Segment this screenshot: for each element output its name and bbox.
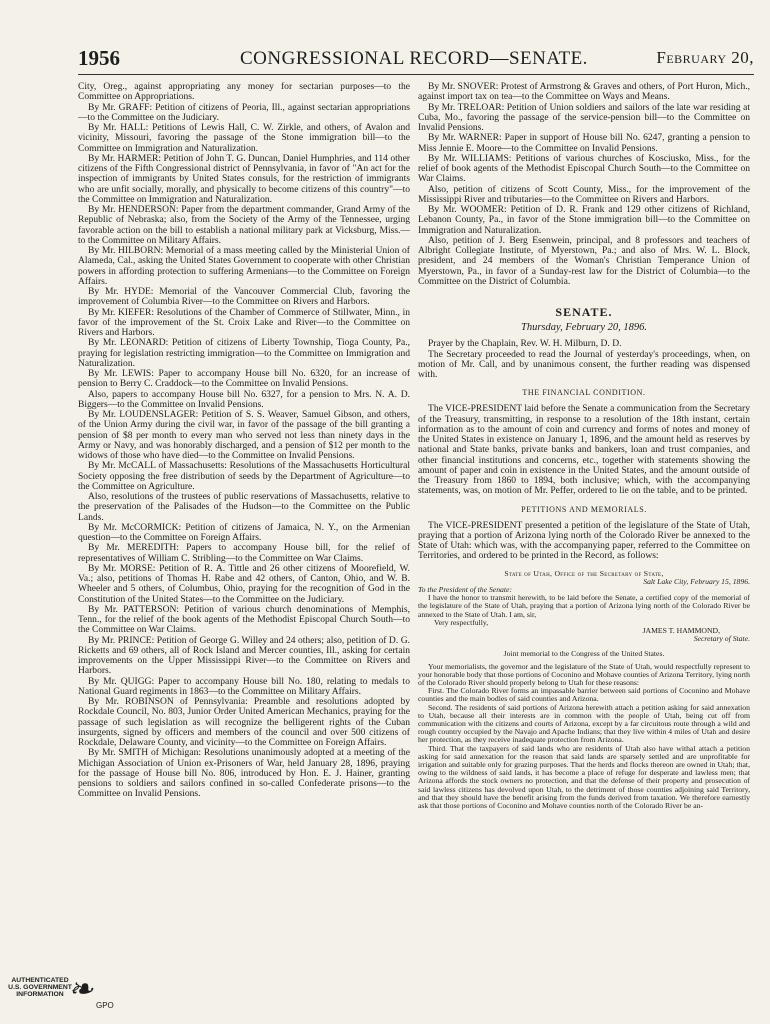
senate-date: Thursday, February 20, 1896.: [521, 322, 647, 333]
page-number: 1956: [78, 46, 120, 70]
gpo-authentication-logo: [8, 975, 118, 1020]
paragraph: City, Oreg., against appropriating any money for sectarian purposes—to the Committee on Appropriations.: [78, 82, 410, 103]
paragraph: By Mr. MEREDITH: Papers to accompany House bill, for the relief of representatives of William C. Stribling—to the Committee on War Claims.: [78, 542, 410, 564]
paragraph: Also, petition of J. Berg Esenwein, principal, and 8 professors and teachers of Albright Collegiate Institute, of Myerstown, Pa.; and also of Mrs. W. L. Block, president, and 24 members of the Woman's Christian Temperance Union of Myerstown, Pa., in favor of a Sunday-rest law for the District of Columbia—to the Committee on the District of Columbia.: [418, 234, 750, 287]
paragraph: By Mr. QUIGG: Paper to accompany House bill No. 180, relating to medals to National Guard regiments in 1863—to the Committee on Military Affairs.: [78, 675, 410, 697]
paragraph: By Mr. PATTERSON: Petition of various church denominations of Memphis, Tenn., for the relief of the book agents of the Methodist Episcopal Church South—to the Committee on War Claims.: [78, 603, 410, 636]
senate-heading: SENATE.: [555, 305, 613, 319]
paragraph: By Mr. WILLIAMS: Petitions of various churches of Kosciusko, Miss., for the relief of book agents of the Methodist Episcopal Church South—to the Committee on War Claims.: [418, 152, 750, 185]
paragraph: The VICE-PRESIDENT laid before the Senate a communication from the Secretary of the Treasury, transmitting, in response to a resolution of the 18th instant, certain information as to the amount of coin and currency and forms of notes and money of the United States in existence on January 1, 1896, and the amount held as reserves by national and State banks, private banks and bankers, loan and trust companies, and other financial institutions and concerns, etc., together with statements showing the amount of paper and coin in existence in the United States, and the amount outside of the Treasury from 1860 to 1894, both inclusive; which, with the accompanying statements, was, on motion of Mr. Peffer, ordered to lie on the table, and to be printed.: [418, 403, 750, 497]
paragraph: By Mr. WARNER: Paper in support of House bill No. 6247, granting a pension to Miss Jennie E. Moore—to the Committee on Invalid Pensions.: [418, 132, 750, 154]
paragraph: By Mr. HENDERSON: Paper from the department commander, Grand Army of the Republic of Nebraska; also, from the Society of the Army of the Tennessee, urging favorable action on the bill to establish a national military park at Vicksburg, Miss.—to the Committee on Military Affairs.: [78, 204, 410, 246]
paragraph: By Mr. LEWIS: Paper to accompany House bill No. 6320, for an increase of pension to Berry C. Craddock—to the Committee on Invalid Pensions.: [78, 368, 410, 390]
paragraph: By Mr. LEONARD: Petition of citizens of Liberty Township, Tioga County, Pa., praying for legislation restricting immigration—to the Committee on Immigration and Naturalization.: [78, 337, 410, 369]
header-date: February 20,: [656, 48, 754, 67]
paragraph: By Mr. HARMER: Petition of John T. G. Duncan, Daniel Humphries, and 114 other citizens of the Fifth Congressional district of Pennsylvania, in favor of "An act for the inspection of immigrants by United States consuls, for the restriction of immigrants who are unfit socially, morally, and physically to become citizens of this country"—to the Committee on Immigration and Naturalization.: [78, 152, 410, 205]
paragraph: By Mr. PRINCE: Petition of George G. Willey and 24 others; also, petition of D. G. Ricketts and 69 others, all of Rock Island and Mercer counties, Ill., asking for certain improvements on the Upper Mississippi River—to the Committee on Rivers and Harbors.: [78, 634, 410, 677]
paragraph: By Mr. SMITH of Michigan: Resolutions unanimously adopted at a meeting of the Michigan Association of Union ex-Prisoners of War, held January 28, 1896, praying for the passage of House bill No. 806, introduced by Hon. E. J. Hainer, granting pensions to soldiers and sailors confined in so-called Confederate prisons—to the Committee on Invalid Pensions.: [78, 747, 410, 800]
paragraph: The VICE-PRESIDENT presented a petition of the legislature of the State of Utah, praying that a portion of Arizona lying north of the Colorado River be annexed to the State of Utah: which was, with the accompanying paper, referred to the Committee on Territories, and ordered to be printed in the Record, as follows:: [418, 519, 750, 562]
paragraph: The Secretary proceeded to read the Journal of yesterday's proceedings, when, on motion of Mr. Call, and by unanimous consent, the further reading was dispensed with.: [418, 348, 750, 380]
paragraph: By Mr. ROBINSON of Pennsylvania: Preamble and resolutions adopted by Rockdale Council, No. 803, Junior Order United American Mechanics, praying for the passage of such legislation as will recognize the belligerent rights of the Cuban insurgents, signed by officers and members of the council and over 500 citizens of Rockdale, Delaware County, and vicinity—to the Committee on Foreign Affairs.: [78, 696, 410, 748]
paragraph: By Mr. MORSE: Petition of R. A. Tittle and 26 other citizens of Moorefield, W. Va.; also, petitions of Thomas H. Rabe and 42 others, of Canton, Ohio, and W. B. Wheeler and 5 others, of Columbus, Ohio, praying for the recognition of God in the Constitution of the United States—to the Committee on the Judiciary.: [78, 562, 410, 605]
letter-place-date: Salt Lake City, February 15, 1896.: [643, 576, 750, 586]
letter-signer-title: Secretary of State.: [693, 634, 750, 644]
letter-body: I have the honor to transmit herewith, to be laid before the Senate, a certified copy of the memorial of the legislature of the State of Utah, praying that a portion of Arizona lying north of the Colorado River be annexed to the State of Utah. I am, sir,: [418, 593, 750, 619]
paragraph: Also, resolutions of the trustees of public reservations of Massachusetts, relative to the preservation of the Palisades of the Hudson—to the Committee on the Public Lands.: [78, 491, 410, 523]
left-column: [78, 82, 410, 982]
letter-closing: Very respectfully,: [434, 617, 489, 627]
memorial-paragraph: First. The Colorado River forms an impassable barrier between said portions of Coconino and Mohave counties and the main bodies of said counties and Arizona.: [418, 686, 750, 704]
paragraph: By Mr. TRELOAR: Petition of Union soldiers and sailors of the late war residing at Cuba, Mo., favoring the passage of the service-pension bill—to the Committee on Invalid Pensions.: [418, 101, 750, 133]
paragraph: By Mr. HALL: Petitions of Lewis Hall, C. W. Zirkle, and others, of Avalon and vicinity, Missouri, favoring the passage of the Stone immigration bill—to the Committee on Immigration and Naturalization.: [78, 122, 410, 154]
memorial-heading: Joint memorial to the Congress of the United States.: [503, 649, 665, 659]
memorial-paragraph: Second. The residents of said portions of Arizona herewith attach a petition asking for said annexation to Utah, because all their interests are in common with the people of Utah, being cut off from communication with the citizens and courts of Arizona, except by a far circuitous route through a wild and rough country occupied by the Navajo and Apache Indians; that they live within 4 miles of Utah and desire her protection, as they receive inadequate protection from Arizona.: [418, 702, 750, 745]
page-header: [78, 46, 754, 75]
paragraph: By Mr. LOUDENSLAGER: Petition of S. S. Weaver, Samuel Gibson, and others, of the Union Army during the civil war, in favor of the passage of the bill granting a pension of $8 per month to every man who served not less than ninety days in the Army or Navy, and was honorably discharged, and a pension of $12 per month to the widows of those who have died—to the Committee on Invalid Pensions.: [78, 409, 410, 461]
paragraph: Also, petition of citizens of Scott County, Miss., for the improvement of the Mississippi River and tributaries—to the Committee on Rivers and Harbors.: [418, 183, 750, 205]
section-heading-financial: THE FINANCIAL CONDITION.: [522, 388, 646, 398]
paragraph: Prayer by the Chaplain, Rev. W. H. Milburn, D. D.: [428, 338, 622, 350]
paragraph: By Mr. GRAFF: Petition of citizens of Peoria, Ill., against sectarian appropriations—to the Committee on the Judiciary.: [78, 101, 410, 123]
right-column: [418, 82, 750, 982]
paragraph: By Mr. McCALL of Massachusetts: Resolutions of the Massachusetts Horticultural Society opposing the free distribution of seeds by the Department of Agriculture—to the Committee on Agriculture.: [78, 460, 410, 492]
memorial-paragraph: Your memorialists, the governor and the legislature of the State of Utah, would respectfully represent to your honorable body that those portions of Coconino and Mohave counties of Arizona Territory, lying north of the Colorado River should properly belong to Utah for these reasons:: [418, 661, 750, 687]
eagle-icon: ❧: [68, 973, 94, 1006]
paragraph: By Mr. KIEFER: Resolutions of the Chamber of Commerce of Stillwater, Minn., in favor of the improvement of the St. Croix Lake and River—to the Committee on Rivers and Harbors.: [78, 306, 410, 338]
paragraph: By Mr. HYDE: Memorial of the Vancouver Commercial Club, favoring the improvement of Columbia River—to the Committee on Rivers and Harbors.: [78, 286, 410, 308]
gpo-mark: GPO: [96, 1001, 114, 1010]
paragraph: By Mr. WOOMER: Petition of D. R. Frank and 129 other citizens of Richland, Lebanon County, Pa., in favor of the Stone immigration bill—to the Committee on Immigration and Naturalization.: [418, 204, 750, 236]
paragraph: By Mr. McCORMICK: Petition of citizens of Jamaica, N. Y., on the Armenian question—to the Committee on Foreign Affairs.: [78, 521, 410, 543]
memorial-paragraph: Third. That the taxpayers of said lands who are residents of Utah also have withal attach a petition asking for said annexation for the reason that said lands are sparsely settled and are unprofitable for irrigation and suitable only for grazing purposes. That the herds and flocks thereon are owned in Utah; that, owing to the wildness of said lands, it has become a place of refuge for desperate and lawless men; that Arizona affords the stock owners no protection, and that the defense of their property and prosecution of said lawless citizens has devolved upon Utah, to the detriment of those counties adjoining said Territory, and that they should have the benefit arising from the funds derived from taxation. We therefore earnestly ask that those portions of Coconino and Mohave counties north of the Colorado River be an-: [418, 743, 750, 810]
gpo-authentication-text: AUTHENTICATED U.S. GOVERNMENT INFORMATION: [8, 977, 72, 999]
letter-salutation: To the President of the Senate:: [418, 584, 513, 594]
page-title: CONGRESSIONAL RECORD—SENATE.: [240, 48, 588, 69]
paragraph: By Mr. SNOVER: Protest of Armstrong & Graves and others, of Port Huron, Mich., against import tax on tea—to the Committee on Ways and Means.: [418, 82, 750, 103]
paragraph: Also, papers to accompany House bill No. 6327, for a pension to Mrs. N. A. D. Biggers—to the Committee on Invalid Pensions.: [78, 388, 410, 410]
section-heading-petitions: PETITIONS AND MEMORIALS.: [521, 504, 647, 514]
letter-heading: State of Utah, Office of the Secretary of State,: [504, 568, 664, 578]
letter-signer: JAMES T. HAMMOND,: [642, 625, 720, 635]
paragraph: By Mr. HILBORN: Memorial of a mass meeting called by the Ministerial Union of Alameda, Cal., asking the United States Government to cooperate with other Christian powers in affording protection to suffering Armenians—to the Committee on Foreign Affairs.: [78, 245, 410, 287]
